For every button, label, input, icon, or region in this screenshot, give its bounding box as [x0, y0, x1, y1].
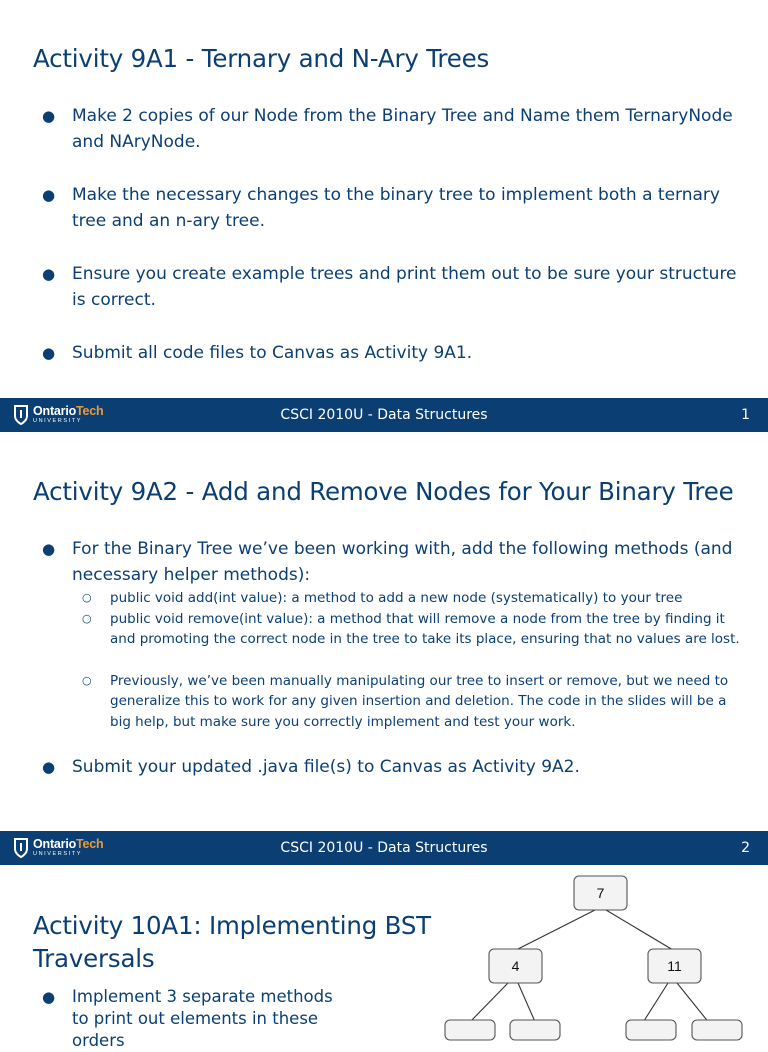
- tree-node: [489, 949, 542, 983]
- tree-edge: [642, 983, 668, 1024]
- slide-1-bullet-list: [0, 103, 768, 366]
- bullet-dot-icon: ●: [42, 107, 56, 125]
- list-item: ● Submit your updated .java file(s) to Canvas as Activity 9A2.: [0, 754, 768, 780]
- hollow-circle-bullet-icon: ○: [82, 591, 92, 604]
- tree-edge: [468, 983, 508, 1024]
- bullet-dot-icon: ●: [42, 186, 56, 204]
- bullet-dot-icon: ●: [42, 540, 56, 558]
- hollow-circle-bullet-icon: ○: [82, 611, 92, 625]
- list-item: ● Ensure you create example trees and print them out to be sure your structure is correct.: [0, 261, 768, 313]
- bullet-dot-icon: ●: [42, 758, 56, 776]
- sub-bullet-list: [0, 588, 768, 732]
- sub-list-item: ○ public void remove(int value): a method that will remove a node from the tree by finding it and promoting the correct node in the tree to take its place, ensuring that no values are lost.: [82, 610, 740, 647]
- list-item: ● Implement 3 separate methods to print out elements in these orders: [42, 987, 333, 1050]
- course-name: CSCI 2010U - Data Structures: [280, 407, 488, 423]
- list-item: ● Make 2 copies of our Node from the Binary Tree and Name them TernaryNode and NAryNode.: [0, 103, 768, 155]
- slide-2-bullet-list: [0, 536, 768, 780]
- ontario-tech-logo: OntarioTech UNIVERSITY: [13, 838, 104, 858]
- slide-3-title: Activity 10A1: Implementing BST Traversals: [33, 911, 431, 973]
- svg-text:7: 7: [596, 885, 605, 901]
- course-name: CSCI 2010U - Data Structures: [280, 840, 488, 856]
- tree-edge: [677, 983, 710, 1024]
- bullet-dot-icon: ●: [42, 344, 56, 362]
- list-item: ● Submit all code files to Canvas as Activity 9A1.: [0, 340, 768, 366]
- svg-text:11: 11: [667, 958, 682, 974]
- sub-list-item: ○ Previously, we’ve been manually manipulating our tree to insert or remove, but we need to generalize this to work for any given insertion and deletion. The code in the slides will be a big help, but make sure you correctly implement and test your work.: [82, 672, 729, 730]
- tree-node-partial: [626, 1020, 676, 1040]
- slide-2: [0, 432, 768, 831]
- slide-1-footer: [0, 398, 768, 432]
- slide-2-title: Activity 9A2 - Add and Remove Nodes for Your Binary Tree: [33, 477, 734, 506]
- sub-list-item: ○ public void add(int value): a method to add a new node (systematically) to your tree: [0, 588, 768, 609]
- svg-text:4: 4: [511, 958, 520, 974]
- ontario-tech-logo: OntarioTech UNIVERSITY: [13, 405, 104, 425]
- bullet-dot-icon: ●: [42, 988, 56, 1006]
- bullet-dot-icon: ●: [42, 265, 56, 283]
- slide-2-footer: [0, 831, 768, 865]
- bst-tree-diagram: [430, 865, 768, 1024]
- hollow-circle-bullet-icon: ○: [82, 673, 92, 687]
- tree-edge: [606, 910, 673, 950]
- tree-node: [648, 949, 701, 983]
- tree-edge: [516, 910, 595, 950]
- tree-edge: [518, 983, 536, 1024]
- tree-node-partial: [692, 1020, 742, 1040]
- slide-1-title: Activity 9A1 - Ternary and N-Ary Trees: [33, 44, 490, 73]
- slide-3: [0, 865, 768, 1050]
- slide-1: [0, 0, 768, 398]
- list-item: ● For the Binary Tree we’ve been working with, add the following methods (and necessary helper methods): ○ public void add(int value): a method to add a new node (systematically) to your tree ○ public void remove(int value): a method that will remove a node from the tree by finding it and promoting the correct node in the tree to take its place, ensuring that no values are lost. ○ Previously, we’ve been manually manipulating our tree to insert or remove, but we need to generalize this to work for any given insertion and deletion. The code in the slides will be a big help, but make sure you correctly implement and test your work.: [0, 536, 768, 732]
- list-item: ● Make the necessary changes to the binary tree to implement both a ternary tree and an n-ary tree.: [0, 182, 768, 234]
- page-number: 2: [741, 840, 750, 856]
- tree-node: [574, 876, 627, 910]
- tree-node-partial: [445, 1020, 495, 1040]
- slide-3-bullet-list: [0, 986, 380, 1052]
- tree-node-partial: [510, 1020, 560, 1040]
- page-number: 1: [741, 407, 750, 423]
